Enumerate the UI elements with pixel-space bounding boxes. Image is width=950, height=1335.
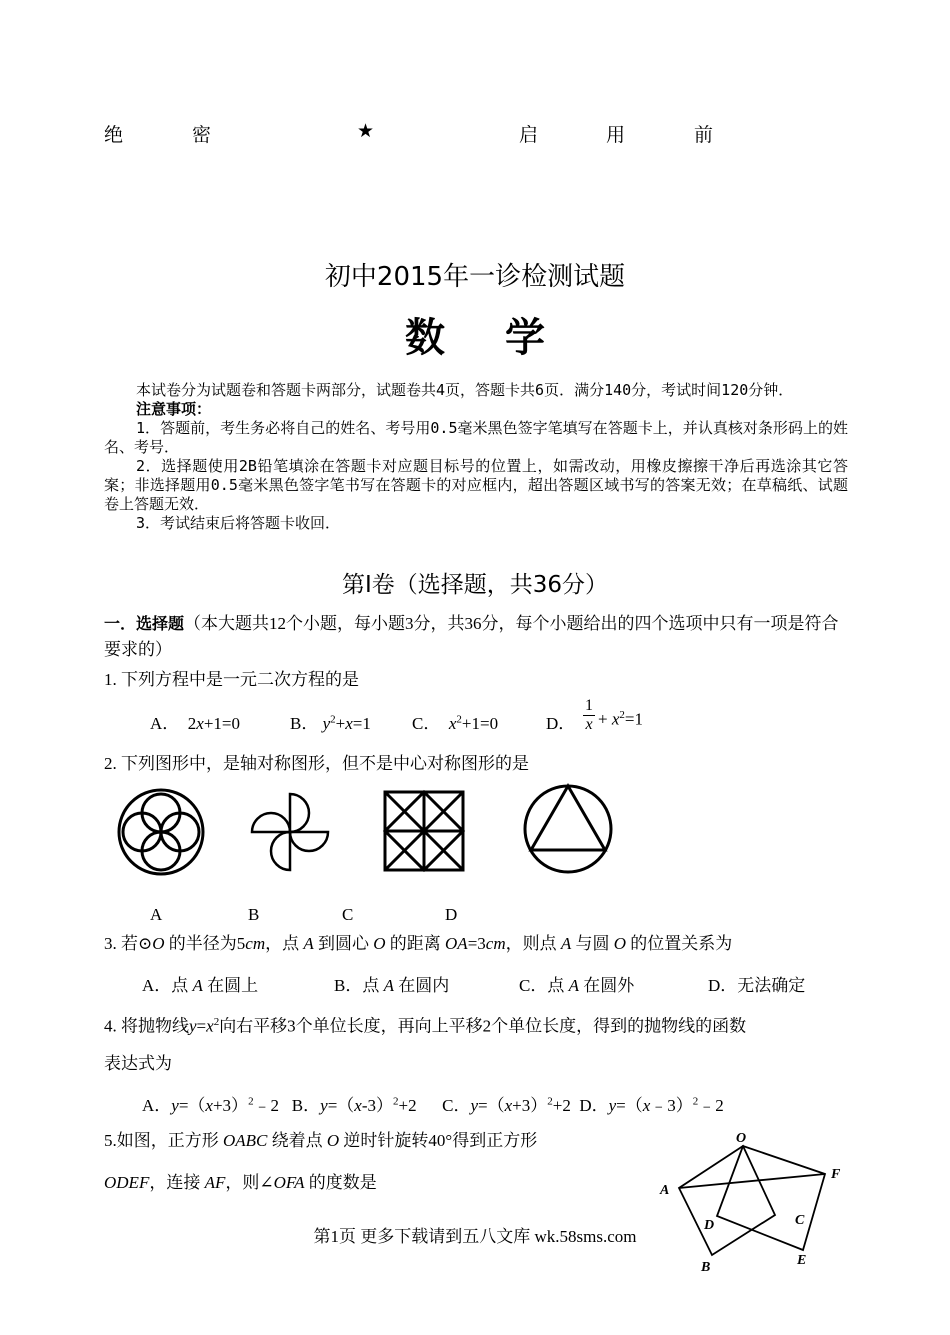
secret-char-1: 绝 xyxy=(104,124,124,146)
q1-d-prefix: D． xyxy=(546,714,576,733)
q1-option-c: C． $x^2+1=0$ xyxy=(412,713,499,733)
q1-option-a: A． 2x+1=0 xyxy=(150,714,241,733)
q5-line-2: ODEF，连接 AF，则∠OFA 的度数是 xyxy=(104,1173,377,1192)
q3-stem-prefix: 3. 若⊙ xyxy=(104,934,153,953)
fraction-numerator: 1 xyxy=(585,697,593,714)
section-title: 第Ⅰ卷（选择题，共36分） xyxy=(341,572,609,598)
note-1: 1．答题前，考生务必将自己的姓名、考号用0.5毫米黑色签字笔填写在答题卡上，并认真核对条形码上的姓名、考号． xyxy=(104,419,848,456)
point-o-label: O xyxy=(736,1131,747,1146)
q4-line1-rest: 向右平移3个单位长度，再向上平移2个单位长度，得到的抛物线的函数 xyxy=(219,1016,747,1036)
q2-stem: 2. 下列图形中，是轴对称图形，但不是中心对称图形的是 xyxy=(104,754,529,773)
q4-options: A．$y=(x+3)^2﹣2$ B．$y=(x-3)^2+2$ C．$y=(x+3)^2+2$ D．y=（x﹣3）$^2$﹣2 xyxy=(142,1095,724,1115)
secret-char-3: 启 xyxy=(519,124,539,146)
q5-line-1: 5.如图，正方形 OABC 绕着点 O 逆时针旋转40°得到正方形 xyxy=(104,1131,538,1150)
q1-c-prefix: C． xyxy=(412,714,441,733)
part-intro xyxy=(104,611,848,663)
q3-c-pre: C．点 xyxy=(519,976,565,995)
part-heading: 一．选择题 xyxy=(104,614,185,633)
q1-stem: 1. 下列方程中是一元二次方程的是 xyxy=(104,670,359,689)
figure-b-pinwheel xyxy=(252,794,328,870)
q3-b-pre: B．点 xyxy=(334,976,380,995)
point-e-label: E xyxy=(797,1253,807,1268)
part-description: （本大题共12个小题，每小题3分，共36分，每个小题给出的四个选项中只有一项是符合要求的） xyxy=(104,614,839,659)
figure-a-four-petals xyxy=(119,790,203,874)
q3-a-post: 在圆上 xyxy=(207,976,259,995)
note-2: 2．选择题使用2B铅笔填涂在答题卡对应题目标号的位置上，如需改动，用橡皮擦擦干净后再选涂其它答案；非选择题用0.5毫米黑色签字笔书写在答题卡的对应框内，超出答题区域书写的答案无效；在草稿纸、试题卷上答题无效． xyxy=(104,457,848,513)
figure-c-square-diamond xyxy=(385,792,463,870)
star-icon: ★ xyxy=(357,120,375,142)
secret-char-4: 用 xyxy=(606,124,626,146)
q3-stem: 3. 若⊙O 的半径为5cm，点 A 到圆心 O 的距离 OA=3cm，则点 A 与圆 O 的位置关系为 xyxy=(104,934,733,953)
segment-af xyxy=(679,1174,825,1188)
secret-char-2: 密 xyxy=(192,124,212,146)
q2-label-d: D xyxy=(445,905,458,924)
q2-label-b: B xyxy=(248,905,260,924)
q4-line-1: 4. 将抛物线$y=x^2$向右平移3个单位长度，再向上平移2个单位长度，得到的抛物线的函数 xyxy=(104,1016,747,1036)
point-c-label: C xyxy=(795,1213,805,1228)
q1-option-b: B． $y^2+x=1$ xyxy=(290,713,371,733)
q2-figures xyxy=(108,778,638,888)
notes-heading: 注意事项： xyxy=(136,400,212,418)
figure-d-circle-triangle xyxy=(525,786,611,872)
q3-option-b: B．点 A 在圆内 xyxy=(334,976,450,995)
point-b-label: B xyxy=(701,1260,711,1275)
page-footer: 第1页 更多下载请到五八文库 wk.58sms.com xyxy=(313,1227,637,1246)
q2-label-c: C xyxy=(342,905,354,924)
exam-title: 初中2015年一诊检测试题 xyxy=(324,262,626,292)
q3-option-a: A．点 A 在圆上 xyxy=(142,976,259,995)
point-d-label: D xyxy=(704,1218,715,1233)
q3-b-post: 在圆内 xyxy=(398,976,450,995)
q1-b-prefix: B． xyxy=(290,714,319,733)
fraction-denominator: x xyxy=(585,716,593,733)
q3-a-pre: A．点 xyxy=(142,976,189,995)
point-f-label: F xyxy=(831,1167,841,1182)
q4-line-2: 表达式为 xyxy=(104,1054,172,1073)
subject-title: 数学 xyxy=(405,315,605,361)
secret-char-5: 前 xyxy=(694,124,714,146)
q1-fraction xyxy=(583,697,595,734)
q1-option-d xyxy=(546,709,575,734)
intro-text: 本试卷分为试题卷和答题卡两部分，试题卷共4页，答题卡共6页．满分140分，考试时间120分钟． xyxy=(136,381,794,399)
instructions xyxy=(104,381,848,533)
note-3: 3．考试结束后将答题卡收回． xyxy=(136,514,341,532)
q5-figure xyxy=(655,1128,855,1278)
q3-c-post: 在圆外 xyxy=(583,976,635,995)
q3-option-d: D．无法确定 xyxy=(708,976,806,995)
point-a-label: A xyxy=(660,1183,670,1198)
q4-line1-pre: 4. 将抛物线 xyxy=(104,1016,189,1036)
q2-label-a: A xyxy=(150,905,163,924)
q1-option-d-rest: + $x^2=1$ xyxy=(598,709,643,729)
q3-option-c: C．点 A 在圆外 xyxy=(519,976,635,995)
